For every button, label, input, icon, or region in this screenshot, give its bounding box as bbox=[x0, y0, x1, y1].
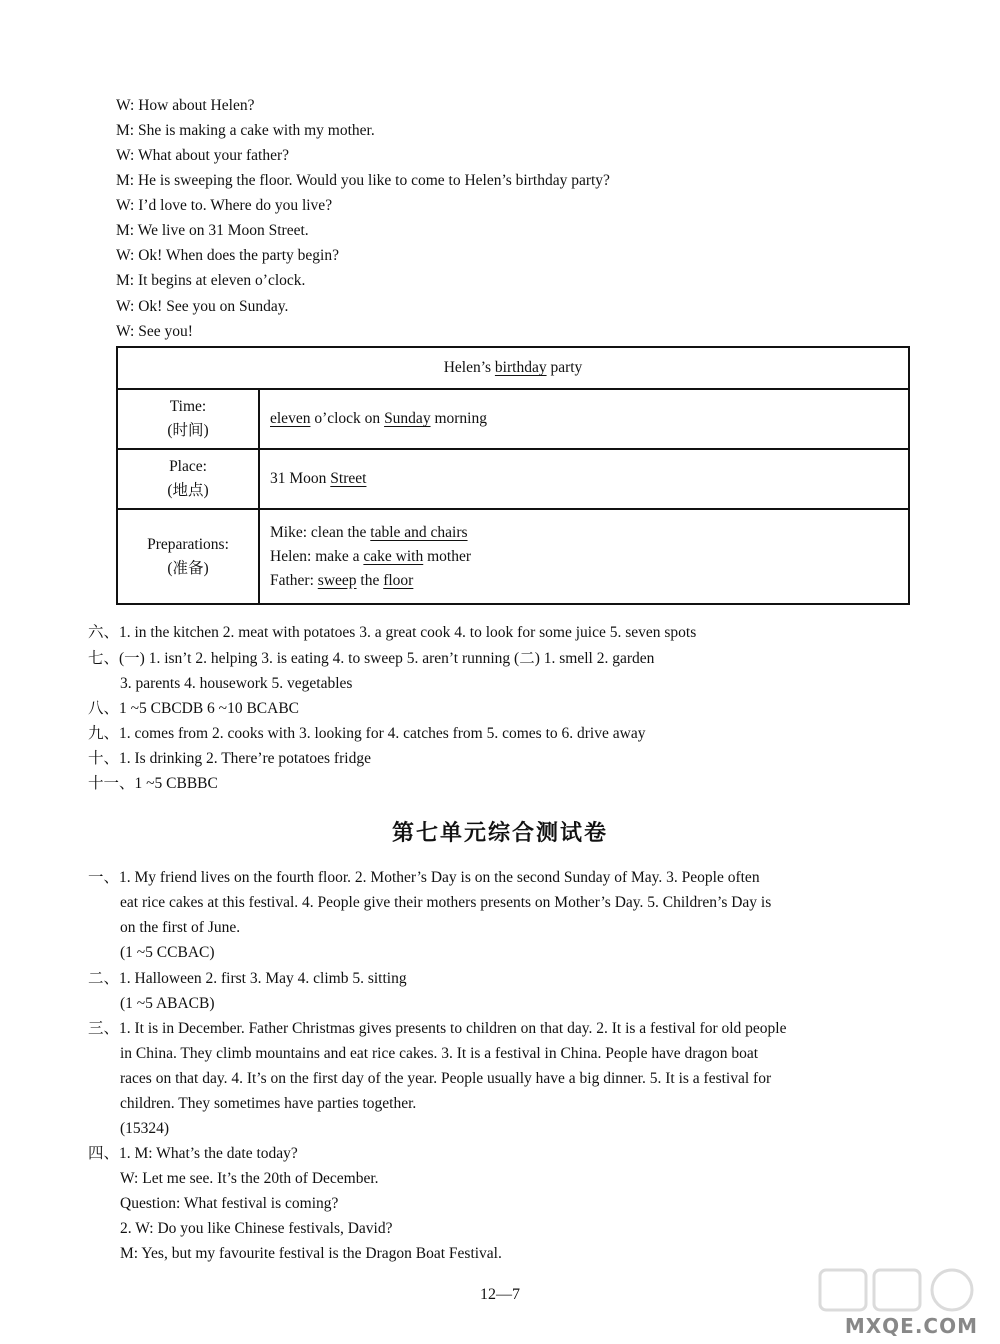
prep-text: the bbox=[356, 571, 384, 589]
prep-row bbox=[270, 545, 898, 569]
section-line: children. They sometimes have parties together. bbox=[120, 1095, 417, 1112]
answer-line: 八、1 ~5 CBCDB 6 ~10 BCABC bbox=[88, 700, 299, 717]
time-value-cell bbox=[259, 389, 909, 449]
time-label-cell bbox=[117, 389, 259, 449]
prep-label-cell bbox=[117, 509, 259, 604]
answer-line: 六、1. in the kitchen 2. meat with potatoes 3. a great cook 4. to look for some juice 5. seven spots bbox=[88, 624, 697, 641]
answer-blank: floor bbox=[383, 571, 414, 589]
time-text: o’clock on bbox=[310, 410, 385, 427]
dialogue-line: W: How about Helen? bbox=[116, 97, 255, 114]
place-label-cn: (地点) bbox=[167, 482, 209, 499]
prep-text: Father: bbox=[270, 571, 318, 589]
section-line: 三、1. It is in December. Father Christmas gives presents to children on that day. 2. It is a festival for old people bbox=[88, 1020, 787, 1037]
dialogue-line: M: She is making a cake with my mother. bbox=[116, 122, 375, 139]
prep-text: mother bbox=[423, 547, 471, 565]
prep-label: Preparations: bbox=[147, 535, 229, 553]
prep-row bbox=[270, 569, 898, 593]
section-line: in China. They climb mountains and eat rice cakes. 3. It is a festival in China. People have dragon boat bbox=[120, 1045, 759, 1062]
table-title-text: party bbox=[546, 359, 583, 376]
party-table bbox=[116, 346, 910, 605]
prep-label-cn: (准备) bbox=[167, 559, 209, 577]
section-line: M: Yes, but my favourite festival is the Dragon Boat Festival. bbox=[120, 1245, 502, 1262]
section-line: (15324) bbox=[120, 1120, 170, 1137]
answer-blank: Street bbox=[330, 470, 367, 487]
section-title: 第七单元综合测试卷 bbox=[391, 821, 608, 846]
section-line: 四、1. M: What’s the date today? bbox=[88, 1145, 298, 1162]
dialogue-line: M: He is sweeping the floor. Would you like to come to Helen’s birthday party? bbox=[116, 172, 610, 189]
answer-blank: table and chairs bbox=[370, 523, 468, 541]
dialogue-line: W: What about your father? bbox=[116, 147, 290, 164]
answer-line: 3. parents 4. housework 5. vegetables bbox=[120, 675, 353, 692]
answer-blank: sweep bbox=[317, 571, 357, 589]
time-label: Time: bbox=[169, 398, 207, 415]
section-line: races on that day. 4. It’s on the first day of the year. People usually have a big dinner. 5. It is a festival for bbox=[120, 1070, 772, 1087]
section-line: 一、1. My friend lives on the fourth floor. 2. Mother’s Day is on the second Sunday of May. 3. People often bbox=[88, 869, 760, 886]
section-line: (1 ~5 ABACB) bbox=[120, 995, 215, 1012]
page-number: 12—7 bbox=[480, 1286, 520, 1303]
answer-line: 七、(一) 1. isn’t 2. helping 3. is eating 4. to sweep 5. aren’t running (二) 1. smell 2. garden bbox=[88, 650, 655, 667]
answer-line: 十一、1 ~5 CBBBC bbox=[88, 775, 218, 792]
dialogue-line: W: Ok! See you on Sunday. bbox=[116, 298, 289, 315]
table-title-text: Helen’s bbox=[443, 359, 495, 376]
section-line: W: Let me see. It’s the 20th of December. bbox=[120, 1170, 379, 1187]
place-label: Place: bbox=[169, 458, 207, 475]
time-label-cn: (时间) bbox=[167, 422, 209, 439]
dialogue-line: W: I’d love to. Where do you live? bbox=[116, 197, 333, 214]
prep-value-cell bbox=[259, 509, 909, 604]
prep-row bbox=[270, 521, 898, 545]
section-line: (1 ~5 CCBAC) bbox=[120, 944, 215, 961]
answer-blank: Sunday bbox=[384, 410, 431, 427]
section-line: 2. W: Do you like Chinese festivals, David? bbox=[120, 1220, 393, 1237]
table-title-answer: birthday bbox=[494, 359, 547, 376]
watermark-text: MXQE.COM bbox=[844, 1314, 978, 1338]
time-text: morning bbox=[430, 410, 487, 427]
section-line: Question: What festival is coming? bbox=[120, 1195, 339, 1212]
answer-line: 十、1. Is drinking 2. There’re potatoes fridge bbox=[88, 750, 371, 767]
answer-blank: cake with bbox=[363, 547, 424, 565]
place-label-cell bbox=[117, 449, 259, 509]
answer-line: 九、1. comes from 2. cooks with 3. looking for 4. catches from 5. comes to 6. drive away bbox=[88, 725, 646, 742]
section-line: 二、1. Halloween 2. first 3. May 4. climb 5. sitting bbox=[88, 970, 407, 987]
place-text: 31 Moon bbox=[270, 470, 331, 487]
dialogue-line: M: It begins at eleven o’clock. bbox=[116, 272, 306, 289]
prep-text: Mike: clean the bbox=[270, 523, 371, 541]
section-line: eat rice cakes at this festival. 4. People give their mothers presents on Mother’s Day. 5. Children’s Day is bbox=[120, 894, 772, 911]
place-value-cell bbox=[259, 449, 909, 509]
section-line: on the first of June. bbox=[120, 919, 241, 936]
dialogue-line: W: Ok! When does the party begin? bbox=[116, 247, 339, 264]
dialogue-line: W: See you! bbox=[116, 323, 193, 340]
prep-text: Helen: make a bbox=[270, 547, 364, 565]
answer-blank: eleven bbox=[270, 410, 311, 427]
dialogue-line: M: We live on 31 Moon Street. bbox=[116, 222, 309, 239]
table-header bbox=[117, 347, 909, 389]
